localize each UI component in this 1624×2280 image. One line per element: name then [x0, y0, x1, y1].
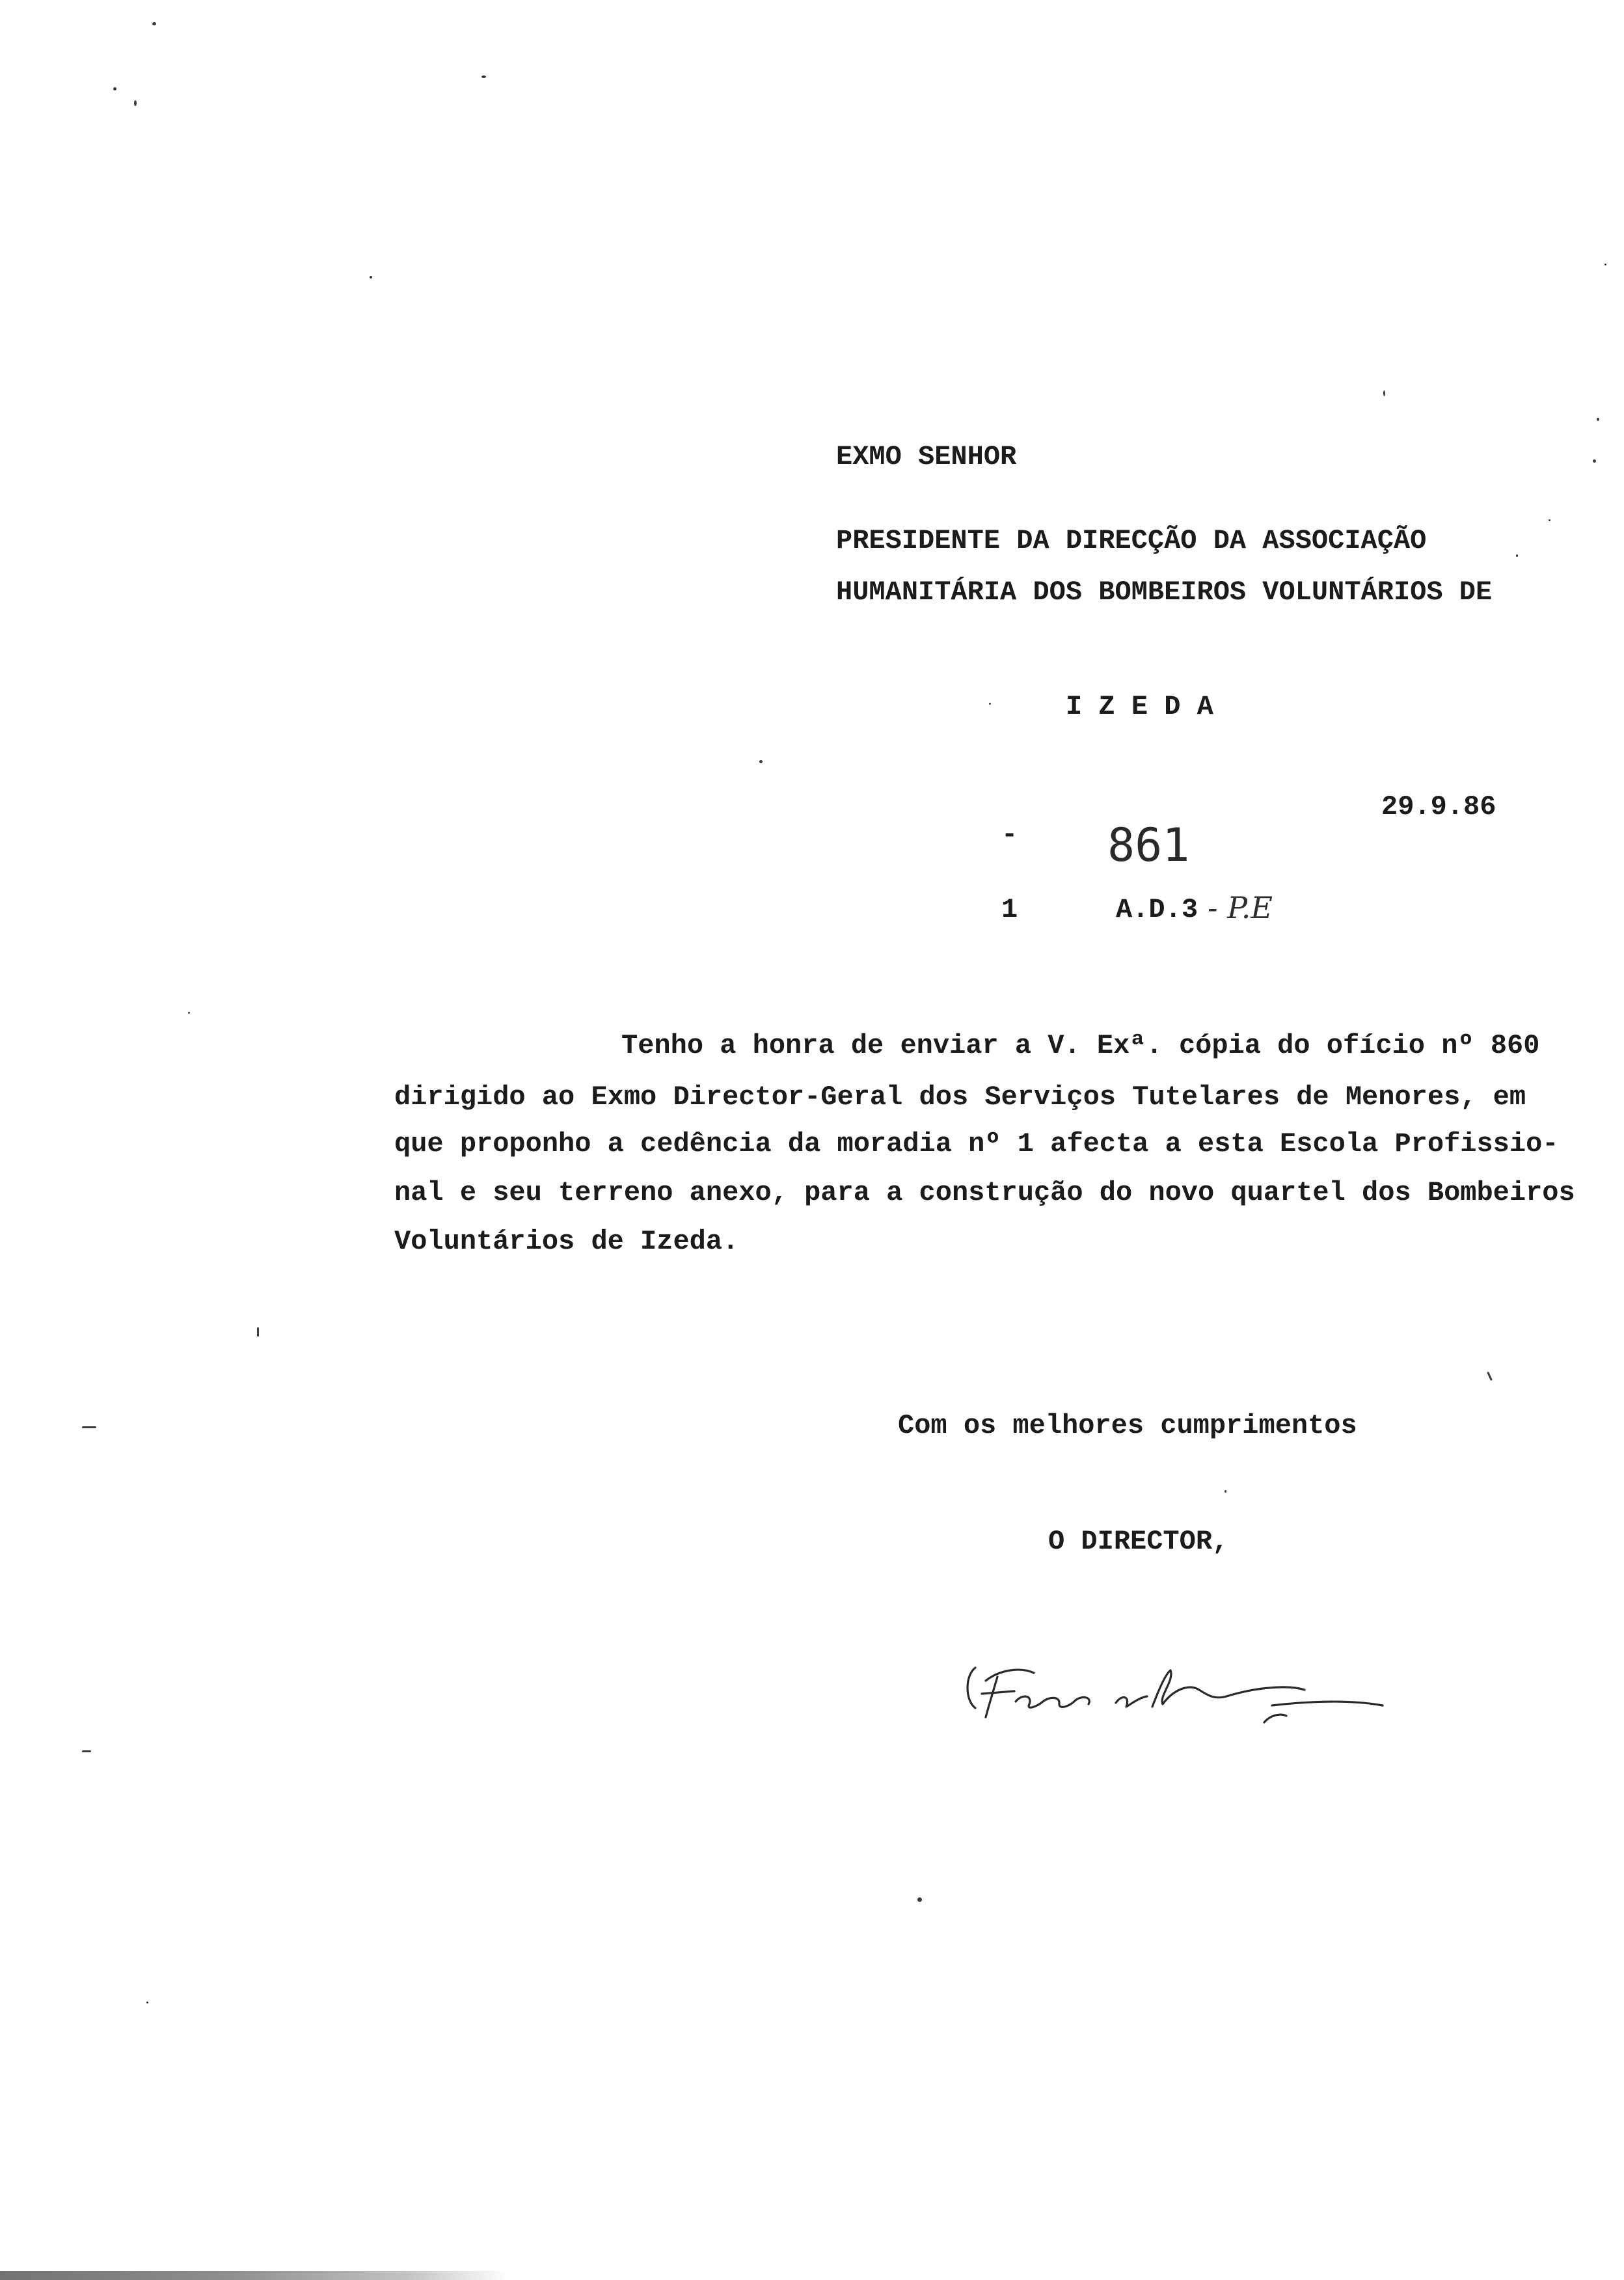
scan-speck	[134, 100, 137, 106]
reference-number: 861	[1107, 819, 1190, 872]
reference-handwritten-note: - P.E	[1208, 890, 1273, 925]
scan-speck	[82, 1426, 96, 1428]
scan-speck	[989, 703, 991, 705]
scan-speck	[1383, 390, 1385, 396]
scan-speck	[1225, 1490, 1226, 1493]
reference-count: 1	[1001, 894, 1018, 925]
body-line: Tenho a honra de enviar a V. Exª. cópia do ofício nº 860	[621, 1030, 1540, 1061]
scan-speck	[146, 2002, 148, 2003]
signature	[960, 1643, 1389, 1728]
addressee-place: I Z E D A	[1066, 691, 1213, 722]
body-line: nal e seu terreno anexo, para a construção do novo quartel dos Bombeiros	[394, 1177, 1575, 1208]
scan-speck	[370, 276, 372, 278]
reference-code: A.D.3	[1116, 894, 1198, 925]
scan-speck	[1597, 418, 1599, 421]
scan-speck	[759, 760, 763, 763]
scan-speck	[1549, 519, 1550, 521]
letter-date: 29.9.86	[1381, 791, 1496, 822]
scan-speck	[481, 75, 486, 78]
scan-speck	[1604, 264, 1606, 265]
reference-dash: -	[1001, 819, 1018, 850]
scan-edge-strip	[0, 2271, 508, 2280]
body-line: Voluntários de Izeda.	[394, 1226, 739, 1257]
closing-line: Com os melhores cumprimentos	[898, 1410, 1357, 1441]
signatory-title: O DIRECTOR,	[1048, 1526, 1229, 1557]
salutation: EXMO SENHOR	[836, 441, 1017, 472]
body-line: que proponho a cedência da moradia nº 1 afecta a esta Escola Profissio-	[394, 1128, 1559, 1160]
scan-speck	[82, 1750, 91, 1752]
scan-speck	[1516, 554, 1518, 557]
body-line: dirigido ao Exmo Director-Geral dos Serviços Tutelares de Menores, em	[394, 1081, 1526, 1113]
scan-speck	[1593, 459, 1596, 463]
scan-speck	[152, 22, 156, 25]
addressee-line-1: PRESIDENTE DA DIRECÇÃO DA ASSOCIAÇÃO	[836, 525, 1427, 556]
scan-speck	[917, 1897, 922, 1902]
addressee-line-2: HUMANITÁRIA DOS BOMBEIROS VOLUNTÁRIOS DE	[836, 577, 1493, 608]
scan-speck	[188, 1012, 190, 1014]
scan-speck	[257, 1327, 259, 1337]
scan-speck	[1487, 1372, 1493, 1381]
scan-speck	[113, 87, 116, 90]
